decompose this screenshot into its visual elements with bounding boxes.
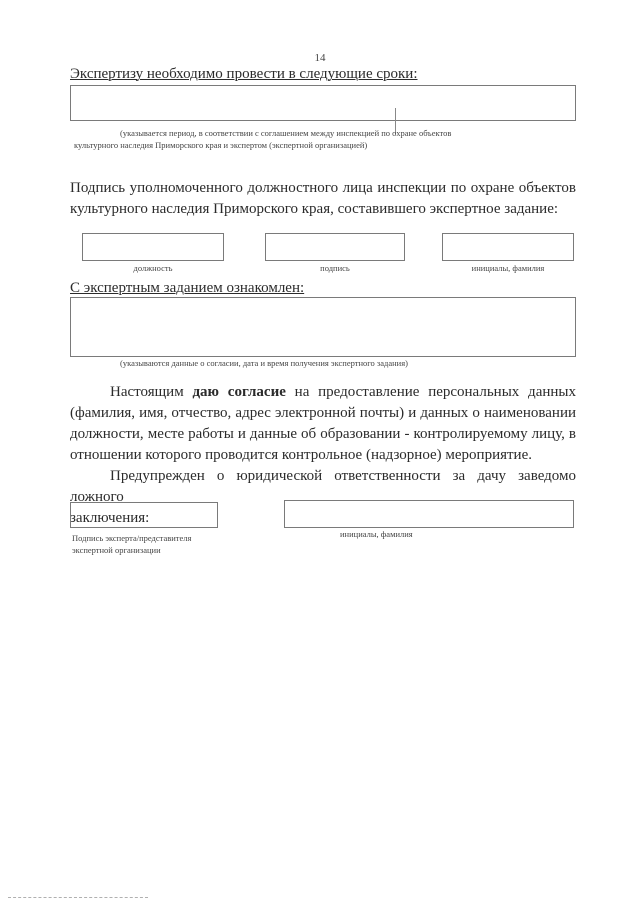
consent-paragraph (70, 382, 576, 466)
label-official-name: инициалы, фамилия (471, 263, 545, 273)
consent-bold-phrase: даю согласие (192, 384, 286, 400)
acknowledgement-heading: С экспертным заданием ознакомлен: (70, 280, 305, 296)
official-signature-box[interactable] (265, 233, 405, 261)
acknowledgement-caption: (указываются данные о согласии, дата и время получения экспертного задания) (120, 358, 408, 368)
consent-line2: (фамилия, имя, отчество, адрес электронной почты) и данных о наименовании (70, 405, 576, 421)
official-signature-text (70, 178, 576, 220)
label-expert-name: инициалы, фамилия (340, 529, 413, 539)
warning-line1: Предупрежден о юридической ответственности за дачу заведомо ложного (70, 468, 576, 505)
label-signature: подпись (320, 263, 350, 273)
expert-name-box[interactable] (284, 500, 574, 528)
official-signature-text-line2: культурного наследия Приморского края, составившего экспертное задание: (70, 201, 559, 217)
expert-signature-box[interactable] (70, 502, 218, 528)
consent-line3: должности, месте работы и данные об образовании - контролируемому лицу, в (70, 426, 576, 442)
consent-line4: отношении которого проводится контрольное (надзорное) мероприятие. (70, 447, 532, 463)
deadline-caption-line1: (указывается период, в соответствии с соглашением между инспекцией по охране объектов (120, 128, 452, 138)
label-expert-line1: Подпись эксперта/представителя (72, 533, 192, 543)
deadline-heading: Экспертизу необходимо провести в следующие сроки: (70, 66, 418, 82)
deadline-input-box[interactable] (70, 85, 576, 121)
official-name-box[interactable] (442, 233, 574, 261)
page-number: 14 (314, 52, 326, 64)
official-signature-text-line1: Подпись уполномоченного должностного лица инспекции по охране объектов (70, 180, 576, 196)
label-expert-line2: экспертной организации (72, 545, 161, 555)
warning-line2: заключения: (70, 510, 150, 526)
deadline-caption-line2: культурного наследия Приморского края и экспертом (экспертной организацией) (74, 140, 368, 150)
label-position: должность (133, 263, 173, 273)
acknowledgement-input-box[interactable] (70, 297, 576, 357)
consent-line1: Настоящим даю согласие на предоставление персональных данных (110, 384, 576, 400)
scan-artifact-line (8, 897, 148, 899)
official-position-box[interactable] (82, 233, 224, 261)
